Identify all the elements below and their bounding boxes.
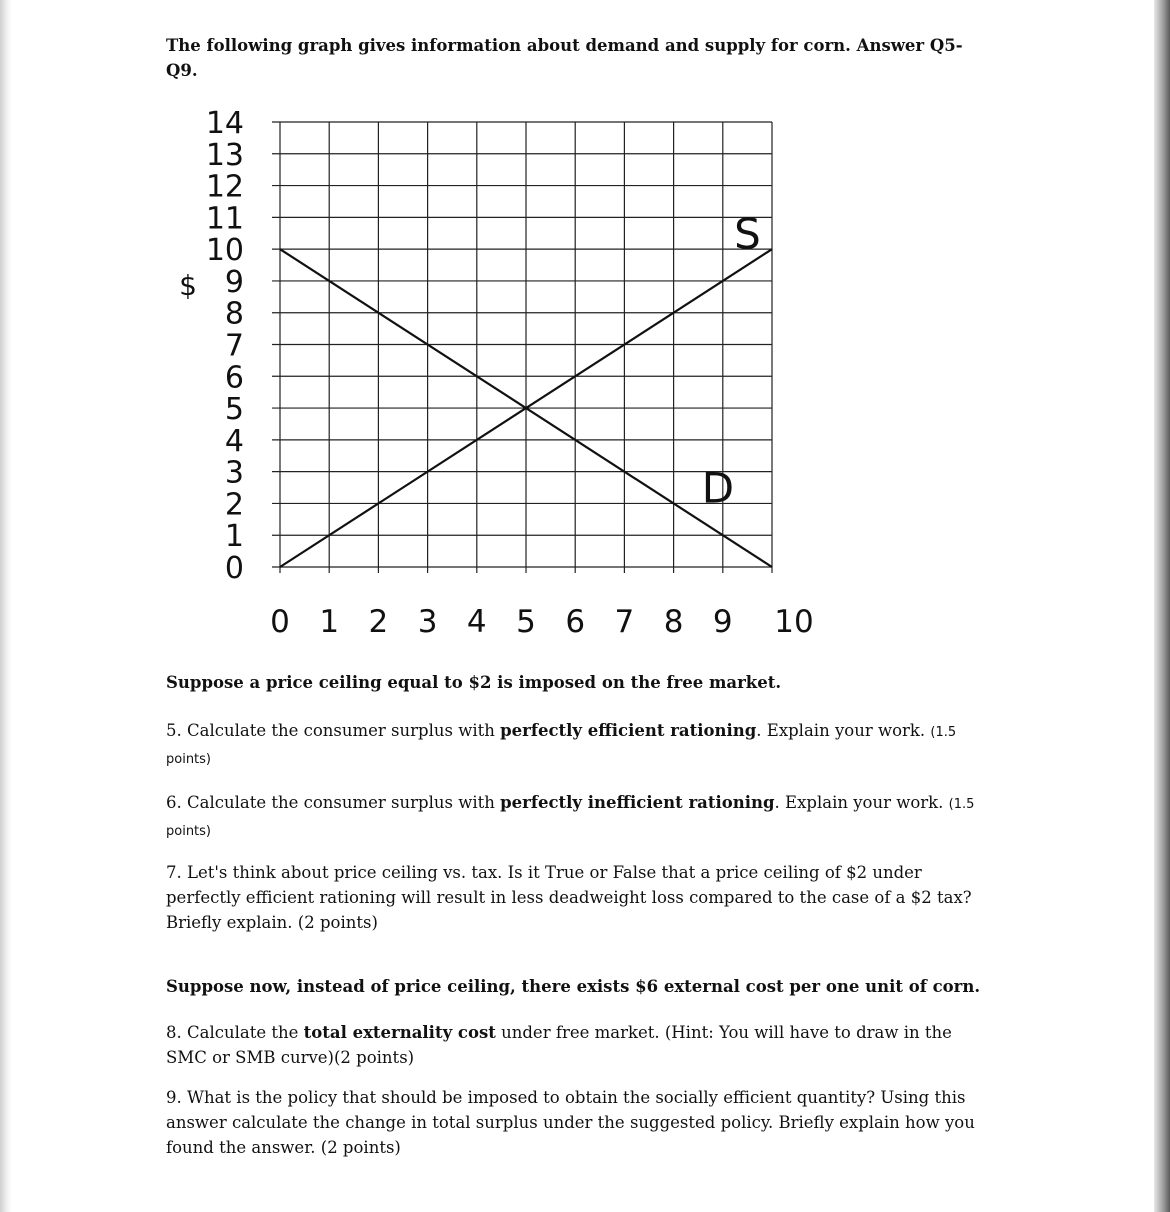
q8-text-pre: 8. Calculate the (166, 1023, 304, 1042)
q5-text-post: . Explain your work. (756, 721, 931, 740)
q5-text-pre: 5. Calculate the consumer surplus with (166, 721, 501, 740)
externality-heading: Suppose now, instead of price ceiling, there exists $6 external cost per one unit of corn. (166, 977, 981, 996)
q8-text-post: under free market. (Hint: You will have to draw in the SMC or SMB curve)(2 points) (166, 1023, 952, 1067)
intro-paragraph: The following graph gives information about demand and supply for corn. Answer Q5-Q9. (166, 36, 963, 80)
supply-demand-chart (160, 100, 820, 640)
price-ceiling-heading: Suppose a price ceiling equal to $2 is imposed on the free market. (166, 673, 782, 692)
q6-points: (1.5 points) (166, 797, 975, 839)
x-tick-label: 5 (516, 604, 536, 640)
y-tick-label: 2 (224, 487, 244, 523)
y-tick-label: 6 (224, 360, 244, 396)
y-tick-label: 13 (205, 137, 244, 173)
y-tick-label: 0 (224, 551, 244, 586)
y-axis-label: $ (179, 269, 197, 302)
x-tick-label: 9 (712, 604, 733, 640)
demand-curve-label: D (701, 463, 735, 513)
y-tick-label: 11 (205, 201, 244, 237)
y-tick-label: 1 (224, 519, 244, 555)
question-5 (166, 718, 992, 772)
q6-text-post: . Explain your work. (774, 793, 949, 812)
y-tick-label: 8 (224, 296, 244, 332)
x-tick-label: 7 (614, 604, 635, 640)
y-tick-label: 12 (205, 169, 244, 205)
y-tick-label: 7 (224, 328, 244, 364)
y-tick-label: 3 (224, 455, 244, 491)
x-tick-label: 1 (319, 604, 340, 640)
question-9: 9. What is the policy that should be imposed to obtain the socially efficient quantity? Using this answer calculate the change in total surplus under the suggested policy. Briefly explain how you found the answer. (2 points) (166, 1088, 975, 1157)
x-tick-label: 2 (368, 604, 389, 640)
question-7: 7. Let's think about price ceiling vs. tax. Is it True or False that a price ceiling of $2 under perfectly efficient rationing will result in less deadweight loss compared to the case of a $2 tax? Briefly explain. (2 points) (166, 863, 972, 932)
y-tick-label: 10 (205, 233, 244, 269)
x-tick-label: 4 (466, 604, 487, 640)
y-tick-label: 5 (224, 392, 244, 428)
y-tick-label: 14 (205, 106, 244, 141)
x-tick-label: 8 (663, 604, 684, 640)
y-tick-label: 4 (224, 423, 244, 459)
q5-points: (1.5 points) (166, 725, 957, 767)
q8-text-bold: total externality cost (303, 1023, 496, 1042)
q5-text-bold: perfectly efficient rationing (500, 721, 757, 740)
question-8 (166, 1020, 992, 1070)
x-tick-label: 6 (565, 604, 586, 640)
x-tick-label: 10 (774, 604, 814, 640)
supply-curve-label: S (734, 209, 761, 259)
q6-text-pre: 6. Calculate the consumer surplus with (166, 793, 501, 812)
x-tick-label: 3 (417, 604, 438, 640)
x-tick-label: 0 (270, 604, 290, 640)
question-6 (166, 790, 992, 844)
q6-text-bold: perfectly inefficient rationing (500, 793, 775, 812)
y-tick-label: 9 (224, 264, 244, 300)
